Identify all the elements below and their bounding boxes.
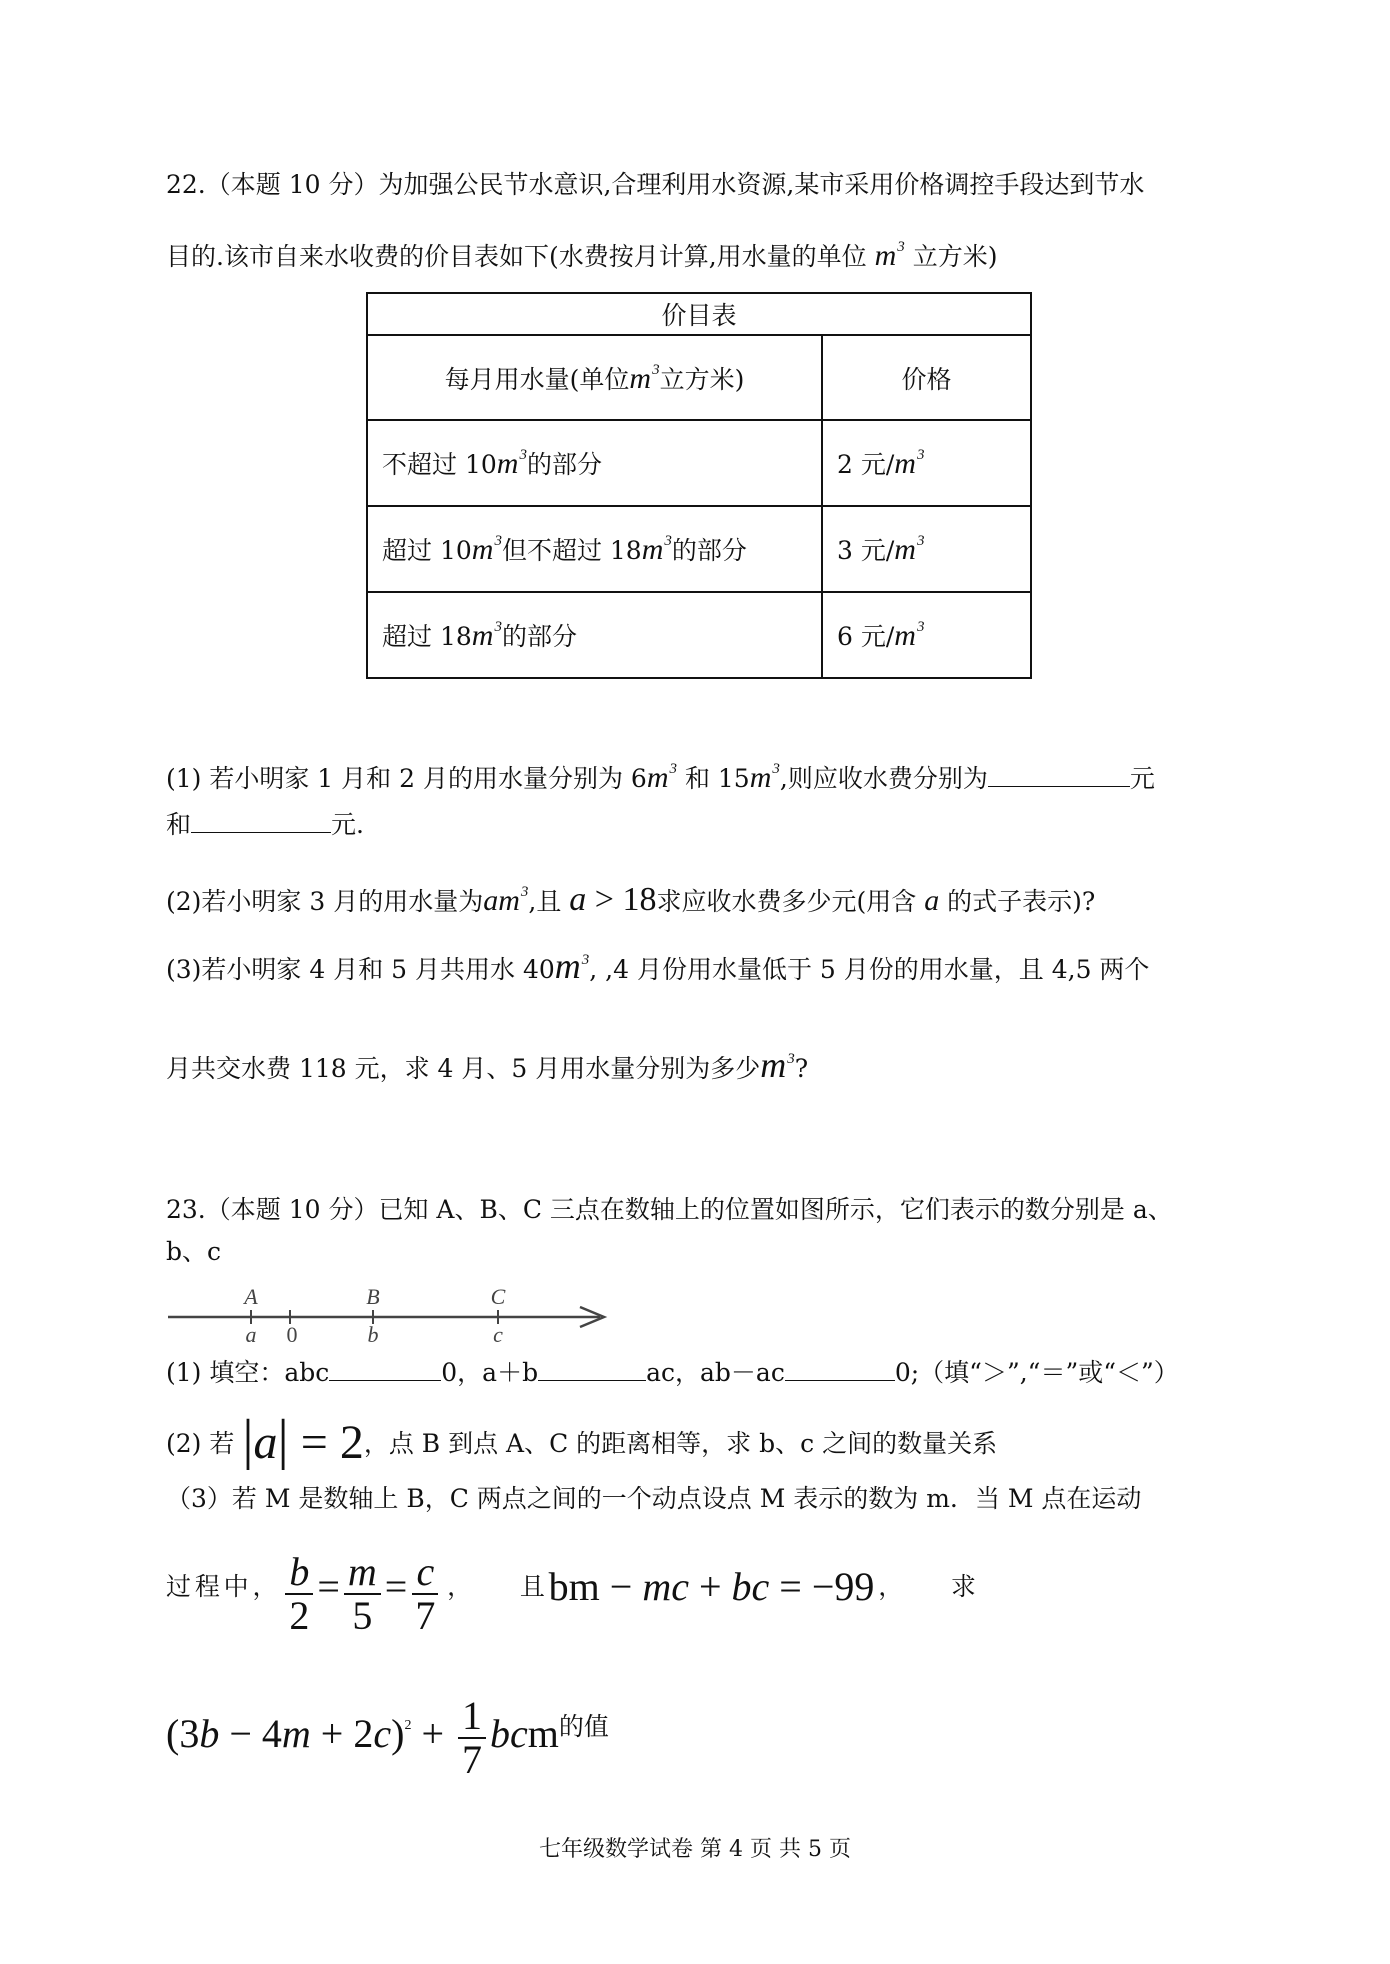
q23-p1-d: 0;（填“＞”,“＝”或“＜”） <box>894 1358 1179 1387</box>
row1-usage-b: 的部分 <box>526 450 602 479</box>
formula-am3: $am^3$ <box>483 884 529 917</box>
q23-p3-word: 程 <box>194 1572 220 1601</box>
header-usage <box>367 335 822 420</box>
row3-usage-b: 的部分 <box>501 622 577 651</box>
price-table <box>366 292 1032 679</box>
header-usage-tail: 立方米) <box>659 364 745 394</box>
row2-price-text: 3 元/ <box>837 536 895 565</box>
q22-part3-line2 <box>166 1042 808 1086</box>
q22-p3-b: , ,4 月份用水量低于 5 月份的用水量，且 4,5 两个 <box>589 955 1150 984</box>
q23-p1-c: ac，ab－ac <box>646 1358 785 1387</box>
answer-blank[interactable] <box>988 764 1130 787</box>
unit-m3: $m^3$ <box>894 619 925 652</box>
q22-line2 <box>166 230 998 274</box>
unit-m3: $m^3$ <box>629 361 660 395</box>
unit-m3: $m^3$ <box>496 447 527 480</box>
row1-usage-a: 不超过 10 <box>382 450 497 479</box>
q22-p2-c: 求应收水费多少元(用含 <box>656 887 917 916</box>
q23-p3-end: 的值 <box>558 1712 609 1741</box>
label-a: a <box>245 1322 257 1347</box>
q23-p3-and: ， 且 <box>447 1572 545 1601</box>
q22-part2 <box>166 875 1095 919</box>
row3-usage-a: 超过 18 <box>382 622 472 651</box>
row3-price <box>822 592 1031 678</box>
q22-p1-a: (1) 若小明家 1 月和 2 月的用水量分别为 6 <box>166 764 647 793</box>
q23-part3-line3 <box>166 1676 609 1789</box>
row2-usage-b: 的部分 <box>671 536 747 565</box>
row1-price-text: 2 元/ <box>837 450 895 479</box>
q23-p3-word: ， <box>252 1572 278 1601</box>
q22-p3-d: ? <box>794 1054 809 1083</box>
q22-part3-line1 <box>166 943 1149 987</box>
q22-part1-line1 <box>166 752 1155 796</box>
q23-line2: b、c <box>166 1237 222 1266</box>
row2-usage <box>367 506 822 592</box>
q22-p3-a: (3)若小明家 4 月和 5 月共用水 40 <box>166 955 555 984</box>
row3-usage <box>367 592 822 678</box>
answer-blank[interactable] <box>785 1358 895 1381</box>
q23-p3-word: 中 <box>223 1572 249 1601</box>
unit-m3: $m^3$ <box>646 761 677 794</box>
row3-price-text: 6 元/ <box>837 622 895 651</box>
label-A: A <box>244 1284 258 1309</box>
formula-ratio: $\frac{b}{2}$ = $\frac{m}{5}$ = $\frac{c}{7}$ <box>281 1537 443 1642</box>
formula-a-gt-18: a <box>569 881 587 918</box>
q23-p3-seek: ， 求 <box>878 1572 976 1601</box>
label-c: c <box>493 1322 503 1347</box>
frac-b-2: $\frac{b}{2}$ <box>285 1551 313 1637</box>
unit-m3: $m^3$ <box>894 533 925 566</box>
answer-blank[interactable] <box>329 1358 441 1381</box>
label-B: B <box>366 1284 380 1309</box>
q22-p1-b: 和 15 <box>684 764 750 793</box>
q23-part2 <box>166 1409 998 1472</box>
row1-price <box>822 420 1031 506</box>
q22-line1: 22.（本题 10 分）为加强公民节水意识,合理利用水资源,某市采用价格调控手段达到节水 <box>166 170 1145 199</box>
unit-m3: $m^3$ <box>894 447 925 480</box>
row2-price <box>822 506 1031 592</box>
label-zero: 0 <box>286 1322 298 1347</box>
unit-m3: $m^3$ <box>471 533 502 566</box>
q23-part1 <box>166 1356 1179 1390</box>
header-price: 价格 <box>822 335 1031 420</box>
unit-m3: $m^3$ <box>641 533 672 566</box>
unit-m3: $m^3$ <box>749 761 780 794</box>
frac-m-5: $\frac{m}{5}$ <box>344 1551 381 1637</box>
q22-p1-f: 元. <box>331 810 364 839</box>
formula-gt18: > 18 <box>586 881 657 918</box>
frac-c-7: $\frac{c}{7}$ <box>411 1551 439 1637</box>
table-title: 价目表 <box>367 293 1031 335</box>
q22-p1-d: 元 <box>1129 764 1155 793</box>
page-footer: 七年级数学试卷 第 4 页 共 5 页 <box>539 1837 851 1862</box>
q23-p3-word: 过 <box>166 1572 192 1601</box>
q22-p1-c: ,则应收水费分别为 <box>779 764 988 793</box>
formula-expression: $(3b - 4m + 2c)^2$ + $\frac{1}{7}$ bcm <box>166 1692 559 1782</box>
frac-1-7: $\frac{1}{7}$ <box>458 1695 486 1781</box>
q23-p1-a: (1) 填空：abc <box>166 1358 330 1387</box>
number-line <box>160 1280 620 1350</box>
q22-p2-d: 的式子表示)? <box>947 887 1096 916</box>
answer-blank[interactable] <box>538 1358 646 1381</box>
q22-p1-e: 和 <box>166 810 192 839</box>
q22-p2-a: (2)若小明家 3 月的用水量为 <box>166 887 484 916</box>
row2-usage-a: 超过 10 <box>382 536 472 565</box>
q23-p2-a: (2) 若 <box>166 1429 235 1458</box>
unit-m3: $m^3$ <box>554 946 590 986</box>
label-b: b <box>367 1322 379 1347</box>
q22-p2-b: ,且 <box>528 887 562 916</box>
answer-blank[interactable] <box>191 810 331 833</box>
q22-line2-text: 目的.该市自来水收费的价目表如下(水费按月计算,用水量的单位 <box>166 242 867 271</box>
q23-part3-line2 <box>166 1537 976 1642</box>
header-usage-text: 每月用水量(单位 <box>444 364 630 394</box>
unit-m3: $m^3$ <box>471 619 502 652</box>
unit-m3: $m^3$ <box>760 1045 795 1085</box>
q22-line2-tail: 立方米) <box>912 242 998 271</box>
row2-usage-mid: 但不超过 18 <box>501 536 642 565</box>
formula-equation: bm − mc + bc = −99 <box>548 1564 875 1609</box>
q23-part3-line1: （3）若 M 是数轴上 B，C 两点之间的一个动点设点 M 表示的数为 m．当 M 点在运动 <box>166 1484 1142 1513</box>
q23-p3-row <box>166 1537 976 1642</box>
formula-abs-a: |a| = 2 <box>242 1409 364 1471</box>
q23-line1: 23.（本题 10 分）已知 A、B、C 三点在数轴上的位置如图所示，它们表示的数分别是 a、 <box>166 1195 1173 1224</box>
q22-part1-line2 <box>166 808 364 842</box>
unit-m3: $m^3$ <box>874 239 905 272</box>
row1-usage <box>367 420 822 506</box>
q23-p2-b: ，点 B 到点 A、C 的距离相等，求 b、c 之间的数量关系 <box>363 1429 998 1458</box>
q22-p3-c: 月共交水费 118 元，求 4 月、5 月用水量分别为多少 <box>166 1054 761 1083</box>
label-C: C <box>490 1284 506 1309</box>
q23-p1-b: 0，a＋b <box>441 1358 539 1387</box>
var-a: a <box>924 884 940 917</box>
